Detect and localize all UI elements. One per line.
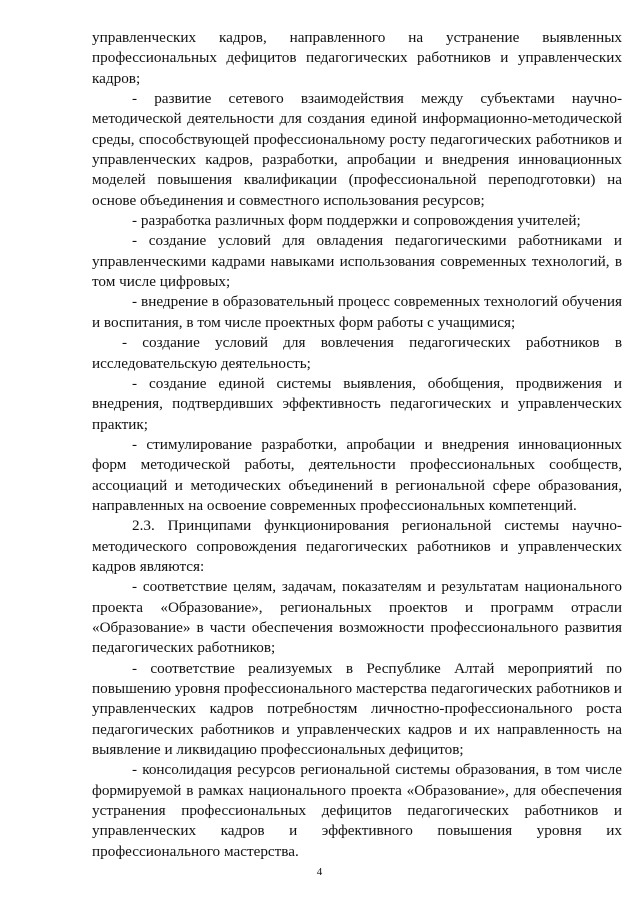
list-item-research-involvement: - создание условий для вовлечения педагогических работников в исследовательскую деятельность; [92, 334, 622, 372]
page-number: 4 [316, 866, 323, 878]
list-item-modern-technologies: - внедрение в образовательный процесс современных технологий обучения и воспитания, в том числе проектных форм работы с учащимися; [92, 293, 622, 331]
section-2-3-heading-paragraph: 2.3. Принципами функционирования региональной системы научно-методического сопровождения педагогических работников и управленческих кадров являются: [92, 517, 622, 575]
list-item-network-interaction: - развитие сетевого взаимодействия между субъектами научно-методической деятельности для создания единой информационно-методической среды, способствующей профессиональному росту педагогических работников и управленческих кадров, разработки, апробации и внедрения инновационных моделей повышения квалификации (профессиональной переподготовки) на основе объединения и совместного использования ресурсов; [92, 90, 622, 209]
list-item-support-forms: - разработка различных форм поддержки и сопровождения учителей; [132, 212, 581, 230]
list-item-unified-system: - создание единой системы выявления, обобщения, продвижения и внедрения, подтвердивших эффективность педагогических и управленческих практик; [92, 374, 622, 433]
body-text [92, 28, 622, 862]
principle-item-compliance-measures: - соответствие реализуемых в Республике Алтай мероприятий по повышению уровня профессионального мастерства педагогических работников и управленческих кадров потребностям личностно-профессионального роста педагогических работников и управленческих кадров и их направленность на выявление и ликвидацию профессиональных дефицитов; [92, 659, 622, 759]
list-item-stimulation: - стимулирование разработки, апробации и внедрения инновационных форм методической работы, деятельности профессиональных сообществ, ассоциаций и методических объединений в региональной сфере образования, направленных на освоение современных профессиональных компетенций. [92, 435, 622, 514]
principle-item-resource-consolidation: - консолидация ресурсов региональной системы образования, в том числе формируемой в рамках национального проекта «Образование», для обеспечения устранения профессиональных дефицитов педагогических работников и управленческих кадров и эффективного повышения уровня их профессионального мастерства. [92, 761, 622, 860]
paragraph-continuation: управленческих кадров, направленного на устранение выявленных профессиональных дефицитов педагогических работников и управленческих кадров; [92, 29, 622, 87]
principle-item-compliance-goals: - соответствие целям, задачам, показателям и результатам национального проекта «Образование», региональных проектов и программ отрасли «Образование» в части обеспечения возможности профессионального развития педагогических работников; [92, 578, 622, 657]
list-item-technology-skills: - создание условий для овладения педагогическими работниками и управленческими кадрами навыками использования современных технологий, в том числе цифровых; [92, 232, 622, 291]
